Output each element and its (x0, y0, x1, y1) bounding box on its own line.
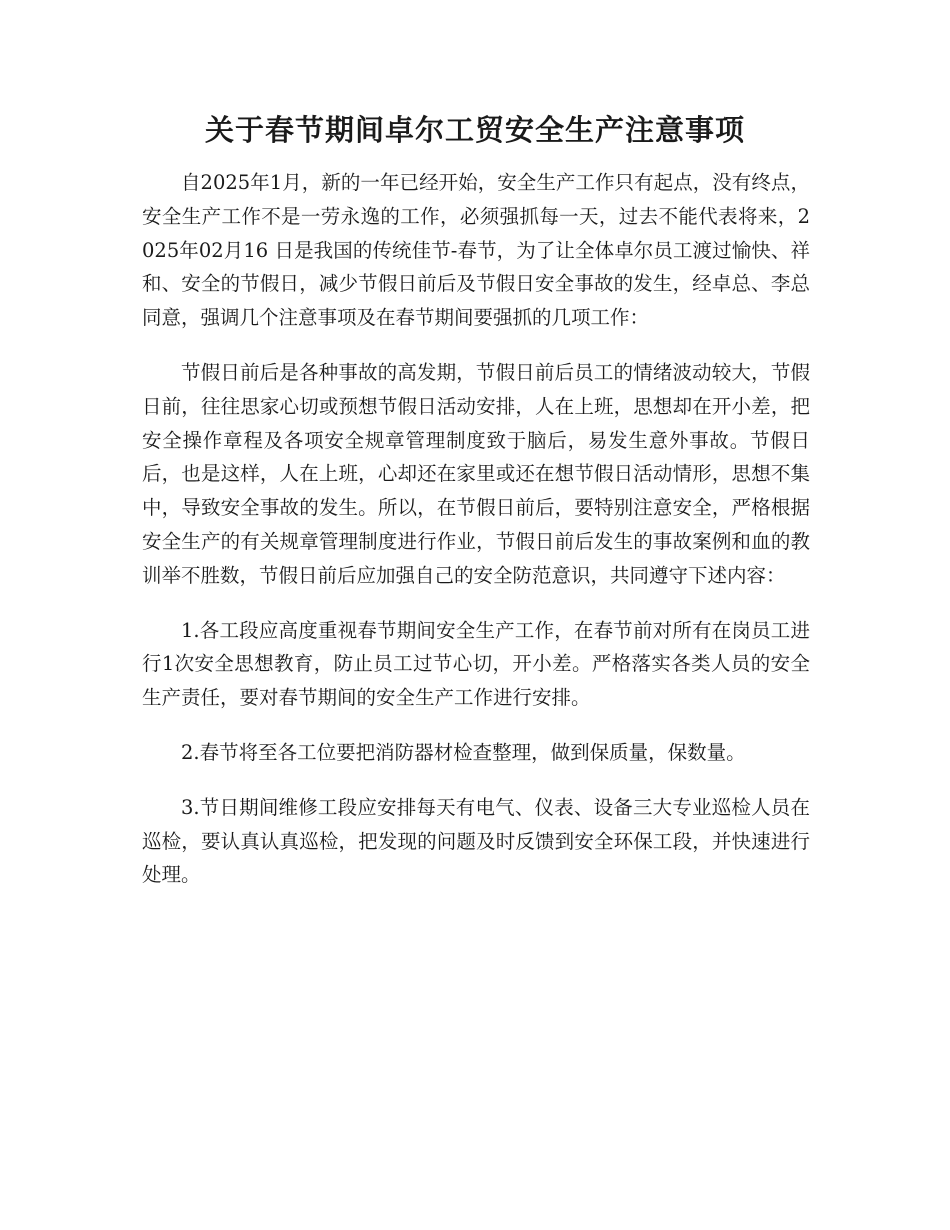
document-body (142, 166, 810, 913)
paragraph-holiday-risk: 节假日前后是各种事故的高发期，节假日前后员工的情绪波动较大，节假日前，往往思家心切或预想节假日活动安排，人在上班，思想却在开小差，把安全操作章程及各项安全规章管理制度致于脑后，易发生意外事故。节假日后，也是这样，人在上班，心却还在家里或还在想节假日活动情形，思想不集中，导致安全事故的发生。所以，在节假日前后，要特别注意安全，严格根据安全生产的有关规章管理制度进行作业，节假日前后发生的事故案例和血的教训举不胜数，节假日前后应加强自己的安全防范意识，共同遵守下述内容： (142, 360, 810, 587)
list-item-3: 3.节日期间维修工段应安排每天有电气、仪表、设备三大专业巡检人员在巡检，要认真认真巡检，把发现的问题及时反馈到安全环保工段，并快速进行处理。 (142, 795, 810, 887)
paragraph-intro: 自2025年1月，新的一年已经开始，安全生产工作只有起点，没有终点，安全生产工作不是一劳永逸的工作，必须强抓每一天，过去不能代表将来，2025年02月16 日是我国的传统佳节-春节，为了让全体卓尔员工渡过愉快、祥和、安全的节假日，减少节假日前后及节假日安全事故的发生，经卓总、李总同意，强调几个注意事项及在春节期间要强抓的几项工作： (142, 171, 810, 330)
list-item-1: 1.各工段应高度重视春节期间安全生产工作，在春节前对所有在岗员工进行1次安全思想教育，防止员工过节心切，开小差。严格落实各类人员的安全生产责任，要对春节期间的安全生产工作进行安排。 (142, 618, 810, 710)
list-item-2: 2.春节将至各工位要把消防器材检查整理，做到保质量，保数量。 (181, 740, 746, 764)
document-title: 关于春节期间卓尔工贸安全生产注意事项 (204, 113, 745, 147)
